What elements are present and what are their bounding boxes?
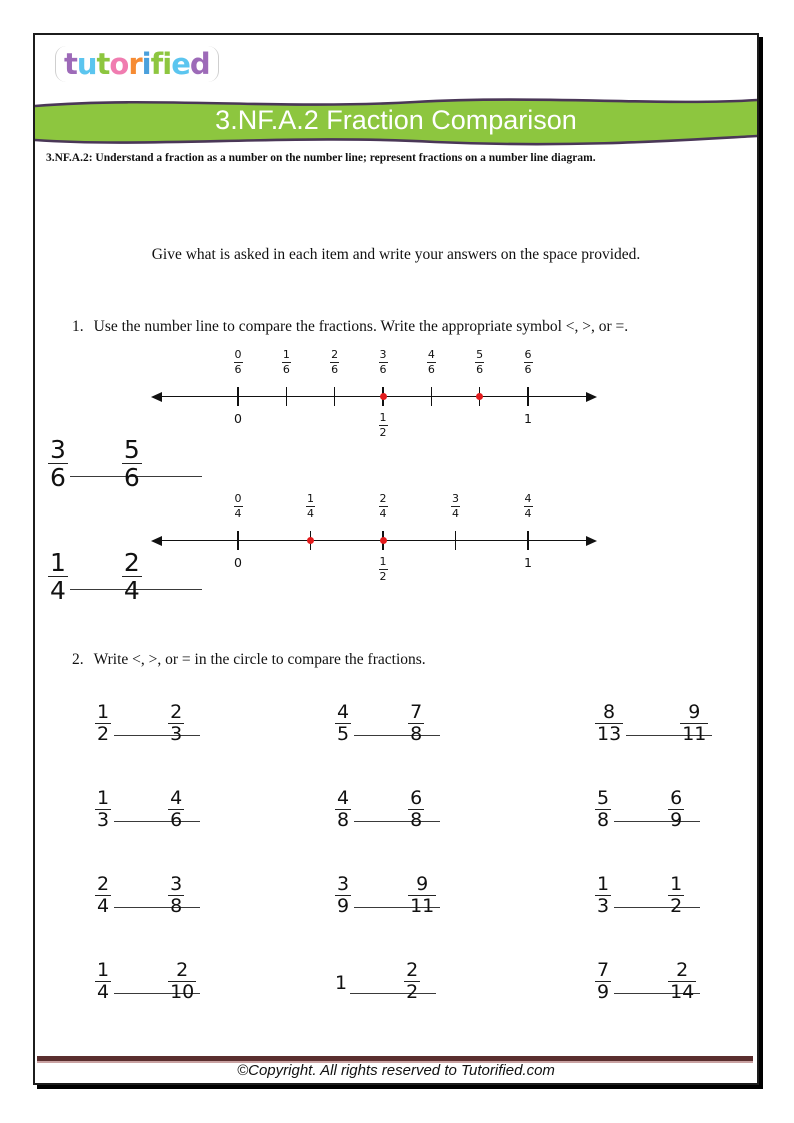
fraction <box>451 492 460 521</box>
fraction-denominator: 11 <box>682 722 707 745</box>
fraction-denominator: 2 <box>379 425 387 439</box>
fraction-denominator: 9 <box>597 980 610 1003</box>
fraction-denominator: 4 <box>524 506 532 520</box>
q1-comparison-1 <box>48 436 142 491</box>
tick-fraction-label <box>510 348 546 378</box>
comparison-item <box>335 874 595 960</box>
whole-number: 1 <box>335 972 348 994</box>
tick-mark <box>455 531 457 550</box>
tutorified-logo <box>55 46 219 82</box>
fraction <box>95 960 111 1003</box>
fraction <box>330 348 339 377</box>
fraction-denominator: 4 <box>452 506 459 520</box>
tick-fraction-label <box>462 348 498 378</box>
fraction <box>306 492 315 521</box>
logo-letter: f <box>150 47 163 81</box>
fraction-denominator: 6 <box>379 362 387 376</box>
fraction-denominator: 2 <box>97 722 110 745</box>
comparison-item <box>95 874 335 960</box>
tick-fraction-label <box>268 348 304 378</box>
tick-fraction-label <box>510 492 546 522</box>
fraction-denominator: 2 <box>406 980 419 1003</box>
logo-letter: t <box>96 47 110 81</box>
fraction-denominator: 13 <box>597 722 622 745</box>
fraction <box>408 702 424 745</box>
tick-mark <box>237 531 239 550</box>
comparison-item <box>335 702 595 788</box>
tick-fraction-label <box>413 348 449 378</box>
fraction-numerator: 5 <box>597 787 610 809</box>
below-label <box>365 555 401 584</box>
fraction-numerator: 3 <box>170 873 183 895</box>
below-label: 1 <box>524 411 532 426</box>
fraction-denominator: 6 <box>123 463 140 492</box>
fraction-denominator: 2 <box>670 894 683 917</box>
fraction-denominator: 9 <box>670 808 683 831</box>
fraction <box>168 702 184 745</box>
fraction <box>95 874 111 917</box>
fraction-numerator: 0 <box>234 348 242 361</box>
fraction <box>475 348 484 377</box>
fraction-denominator: 14 <box>670 980 695 1003</box>
answer-blank <box>350 960 436 994</box>
comparison-item <box>95 788 335 874</box>
tick-mark <box>527 531 529 550</box>
fraction <box>335 702 351 745</box>
fraction <box>168 874 184 917</box>
fraction-numerator: 4 <box>170 787 183 809</box>
fraction <box>408 874 436 917</box>
fraction <box>335 874 351 917</box>
fraction-denominator: 4 <box>50 576 66 605</box>
logo-bracket <box>55 46 219 82</box>
fraction-denominator: 3 <box>170 722 183 745</box>
fraction-denominator: 8 <box>597 808 610 831</box>
fraction-numerator: 1 <box>282 348 290 361</box>
fraction <box>95 702 111 745</box>
tick-fraction-label <box>220 348 256 378</box>
arrow-right-icon <box>586 536 597 546</box>
answer-blank <box>614 874 700 908</box>
instruction-text: Give what is asked in each item and write your answers on the space provided. <box>151 246 641 263</box>
below-label <box>365 411 401 440</box>
fraction <box>524 492 533 521</box>
answer-blank <box>114 874 200 908</box>
answer-blank <box>354 702 440 736</box>
fraction-denominator: 8 <box>410 722 423 745</box>
fraction-denominator: 9 <box>337 894 350 917</box>
comparison-item <box>595 702 794 788</box>
fraction-numerator: 3 <box>337 873 350 895</box>
fraction-numerator: 2 <box>97 873 110 895</box>
fraction <box>595 702 623 745</box>
logo-letter: u <box>76 47 97 81</box>
fraction-numerator: 4 <box>337 787 350 809</box>
fraction-numerator: 1 <box>379 555 387 568</box>
point-dot <box>380 537 387 544</box>
tick-mark <box>237 387 239 406</box>
below-label: 0 <box>234 555 242 570</box>
fraction <box>379 348 388 377</box>
copyright-text: ©Copyright. All rights reserved to Tutorified.com <box>237 1062 555 1079</box>
fraction-numerator: 6 <box>524 348 532 361</box>
fraction-denominator: 2 <box>379 569 387 583</box>
fraction-numerator: 3 <box>452 492 459 505</box>
point-dot <box>380 393 387 400</box>
question-2-heading <box>72 651 426 669</box>
arrow-right-icon <box>586 392 597 402</box>
logo-letter: t <box>64 47 77 81</box>
fraction <box>48 436 68 491</box>
fraction-denominator: 6 <box>50 463 66 492</box>
fraction <box>168 960 196 1003</box>
fraction-numerator: 9 <box>688 701 701 723</box>
fraction-numerator: 5 <box>123 435 140 464</box>
fraction-denominator: 6 <box>170 808 183 831</box>
logo-letter: d <box>189 47 210 81</box>
point-dot <box>476 393 483 400</box>
worksheet-title: 3.NF.A.2 Fraction Comparison <box>215 105 577 135</box>
fraction-numerator: 1 <box>597 873 610 895</box>
fraction <box>379 492 388 521</box>
fraction <box>379 411 388 440</box>
question-2-number: 2. <box>72 651 84 668</box>
q2-comparison-grid <box>95 702 794 1046</box>
arrow-left-icon <box>151 536 162 546</box>
fraction-numerator: 1 <box>50 548 66 577</box>
fraction <box>408 788 424 831</box>
fraction <box>524 348 533 377</box>
fraction-numerator: 9 <box>416 873 429 895</box>
fraction <box>282 348 291 377</box>
fraction-numerator: 2 <box>170 701 183 723</box>
answer-blank <box>614 788 700 822</box>
fraction-denominator: 8 <box>170 894 183 917</box>
fraction-numerator: 7 <box>410 701 423 723</box>
fraction-denominator: 6 <box>331 362 339 376</box>
logo-letter: o <box>109 47 129 81</box>
fraction-numerator: 6 <box>670 787 683 809</box>
fraction-numerator: 1 <box>97 959 110 981</box>
fraction-numerator: 2 <box>676 959 689 981</box>
fraction <box>668 960 696 1003</box>
fraction-numerator: 0 <box>234 492 242 505</box>
tick-fraction-label <box>220 492 256 522</box>
fraction-denominator: 4 <box>234 506 242 520</box>
tick-mark <box>527 387 529 406</box>
tick-fraction-label <box>293 492 329 522</box>
fraction-denominator: 4 <box>307 506 314 520</box>
fraction-denominator: 8 <box>337 808 350 831</box>
tick-fraction-label <box>365 348 401 378</box>
fraction <box>668 874 684 917</box>
fraction-numerator: 2 <box>331 348 339 361</box>
fraction <box>122 436 142 491</box>
fraction <box>122 549 142 604</box>
arrow-left-icon <box>151 392 162 402</box>
fraction-denominator: 4 <box>97 980 110 1003</box>
tick-fraction-label <box>317 348 353 378</box>
number-line-sixths <box>150 345 598 445</box>
fraction <box>595 960 611 1003</box>
comparison-item <box>335 960 595 1046</box>
fraction-numerator: 4 <box>524 492 532 505</box>
fraction-numerator: 2 <box>379 492 387 505</box>
standard-description: 3.NF.A.2: Understand a fraction as a number on the number line; represent fractions on a number line diagram. <box>46 152 596 164</box>
question-1-number: 1. <box>72 318 84 335</box>
tick-mark <box>431 387 433 406</box>
fraction-numerator: 1 <box>307 492 314 505</box>
number-line-fourths <box>150 489 598 589</box>
logo-letter: i <box>141 47 151 81</box>
comparison-item <box>95 702 335 788</box>
fraction-denominator: 3 <box>97 808 110 831</box>
comparison-item <box>95 960 335 1046</box>
fraction-numerator: 4 <box>337 701 350 723</box>
number-line-axis <box>158 396 590 397</box>
fraction <box>595 874 611 917</box>
fraction <box>95 788 111 831</box>
below-label: 1 <box>524 555 532 570</box>
logo-letter: r <box>128 47 142 81</box>
fraction-numerator: 1 <box>670 873 683 895</box>
fraction <box>404 960 420 1003</box>
answer-blank <box>114 702 200 736</box>
question-2-text: Write <, >, or = in the circle to compare the fractions. <box>93 651 426 668</box>
logo-letter: e <box>171 47 190 81</box>
comparison-item <box>595 874 794 960</box>
fraction-numerator: 1 <box>379 411 387 424</box>
answer-blank <box>354 788 440 822</box>
fraction-numerator: 4 <box>427 348 435 361</box>
tick-mark <box>334 387 336 406</box>
fraction-numerator: 3 <box>379 348 387 361</box>
fraction-denominator: 3 <box>597 894 610 917</box>
comparison-item <box>335 788 595 874</box>
tick-fraction-label <box>365 492 401 522</box>
fraction-numerator: 2 <box>123 548 140 577</box>
below-label: 0 <box>234 411 242 426</box>
tick-mark <box>286 387 288 406</box>
fraction-numerator: 1 <box>97 701 110 723</box>
fraction-denominator: 4 <box>379 506 387 520</box>
point-dot <box>307 537 314 544</box>
question-1-heading <box>72 318 628 336</box>
answer-blank <box>114 788 200 822</box>
number-line-axis <box>158 540 590 541</box>
fraction-denominator: 4 <box>123 576 140 605</box>
fraction-denominator: 6 <box>524 362 532 376</box>
fraction-numerator: 6 <box>410 787 423 809</box>
fraction <box>335 788 351 831</box>
fraction <box>234 348 243 377</box>
fraction <box>595 788 611 831</box>
fraction-numerator: 8 <box>603 701 616 723</box>
fraction-denominator: 6 <box>282 362 290 376</box>
fraction-numerator: 1 <box>97 787 110 809</box>
fraction <box>379 555 388 584</box>
fraction-denominator: 6 <box>234 362 242 376</box>
fraction <box>48 549 68 604</box>
fraction <box>427 348 436 377</box>
fraction-denominator: 6 <box>427 362 435 376</box>
question-1-text: Use the number line to compare the fractions. Write the appropriate symbol <, >, or =. <box>93 318 629 335</box>
fraction <box>234 492 243 521</box>
tick-fraction-label <box>438 492 474 522</box>
fraction-numerator: 7 <box>597 959 610 981</box>
comparison-item <box>595 960 794 1046</box>
logo-letter: i <box>162 47 172 81</box>
fraction <box>680 702 708 745</box>
title-banner <box>35 90 757 152</box>
fraction <box>168 788 184 831</box>
fraction-denominator: 11 <box>410 894 435 917</box>
fraction <box>668 788 684 831</box>
q1-comparison-2 <box>48 549 142 604</box>
fraction-numerator: 3 <box>50 435 66 464</box>
fraction-denominator: 8 <box>410 808 423 831</box>
fraction-denominator: 4 <box>97 894 110 917</box>
comparison-item <box>595 788 794 874</box>
fraction-denominator: 5 <box>337 722 350 745</box>
fraction-numerator: 2 <box>406 959 419 981</box>
fraction-numerator: 5 <box>476 348 484 361</box>
fraction-denominator: 6 <box>476 362 484 376</box>
fraction-denominator: 10 <box>170 980 195 1003</box>
fraction-numerator: 2 <box>176 959 189 981</box>
